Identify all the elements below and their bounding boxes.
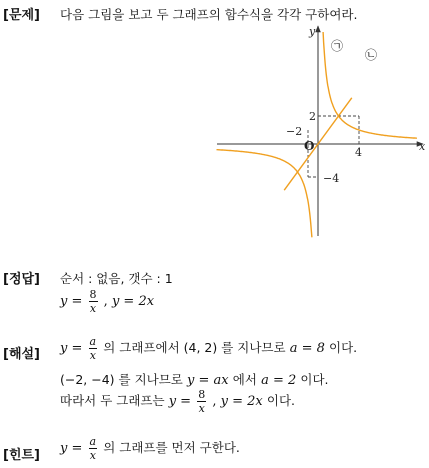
explanation-l2-math2: a = 2 <box>261 373 297 388</box>
answer-separator: , <box>103 294 108 309</box>
explanation-l1-math: a = 8 <box>289 341 325 356</box>
explanation-l2-text-a: (−2, −4) 를 지나므로 <box>60 372 183 387</box>
explanation-l3-text: 따라서 두 그래프는 <box>60 393 165 408</box>
explanation-l1-text: 의 그래프에서 (4, 2) 를 지나므로 <box>103 340 286 355</box>
hint-numerator: a <box>89 435 97 448</box>
explanation-l1-lhs: y = <box>60 341 83 356</box>
y-axis-label: y <box>309 25 316 38</box>
problem-label: [문제] <box>3 8 40 23</box>
curve-hyperbola-negative <box>217 150 312 238</box>
hint-lhs: y = <box>60 441 83 456</box>
problem-text: 다음 그림을 보고 두 그래프의 함수식을 각각 구하여라. <box>60 7 358 22</box>
answer-eq1-lhs: y = <box>60 294 83 309</box>
curve-marker-2: ㉡ <box>365 48 378 62</box>
explanation-l1-denominator: x <box>89 349 96 362</box>
hint-text: 의 그래프를 먼저 구한다. <box>103 440 240 455</box>
tick-label-neg2: −2 <box>286 125 303 138</box>
explanation-l1-fraction <box>89 336 98 361</box>
explanation-l2-tail: 이다. <box>300 372 329 387</box>
explanation-line2 <box>60 370 329 388</box>
curve-marker-1: ㉠ <box>331 39 344 53</box>
explanation-l3-fraction <box>197 389 206 414</box>
hint-label: [힌트] <box>3 448 40 463</box>
explanation-line3 <box>60 389 295 414</box>
tick-label-2: 2 <box>309 110 316 123</box>
tick-label-4: 4 <box>355 146 362 159</box>
explanation-l1-numerator: a <box>89 335 97 348</box>
hint-denominator: x <box>89 449 96 462</box>
answer-eq1-fraction <box>89 289 98 314</box>
explanation-l3-tail: 이다. <box>266 393 296 408</box>
hint-line <box>60 436 240 461</box>
answer-label: [정답] <box>3 272 40 287</box>
explanation-l3-math2: y = 2x <box>220 394 263 409</box>
answer-eq2: y = 2x <box>111 294 155 309</box>
explanation-l2-text-b: 에서 <box>232 372 257 387</box>
tick-label-neg4: −4 <box>323 172 340 185</box>
answer-eq1-denominator: x <box>89 302 97 315</box>
explanation-l3-numerator: 8 <box>198 388 206 401</box>
explanation-l3-separator: , <box>212 394 217 409</box>
explanation-l2-math1: y = ax <box>187 373 229 388</box>
x-axis-label: x <box>419 140 426 153</box>
explanation-l3-denominator: x <box>198 402 205 415</box>
explanation-line1 <box>60 336 357 361</box>
answer-line1: 순서 : 없음, 갯수 : 1 <box>60 271 173 286</box>
explanation-l1-tail: 이다. <box>329 340 358 355</box>
answer-eq1-numerator: 8 <box>89 288 97 301</box>
function-graph <box>215 22 429 238</box>
explanation-label: [해설] <box>3 347 40 362</box>
answer-equations <box>60 289 154 314</box>
origin-label: O <box>304 139 315 153</box>
explanation-l3-lhs: y = <box>168 394 192 409</box>
hint-fraction <box>89 436 98 461</box>
